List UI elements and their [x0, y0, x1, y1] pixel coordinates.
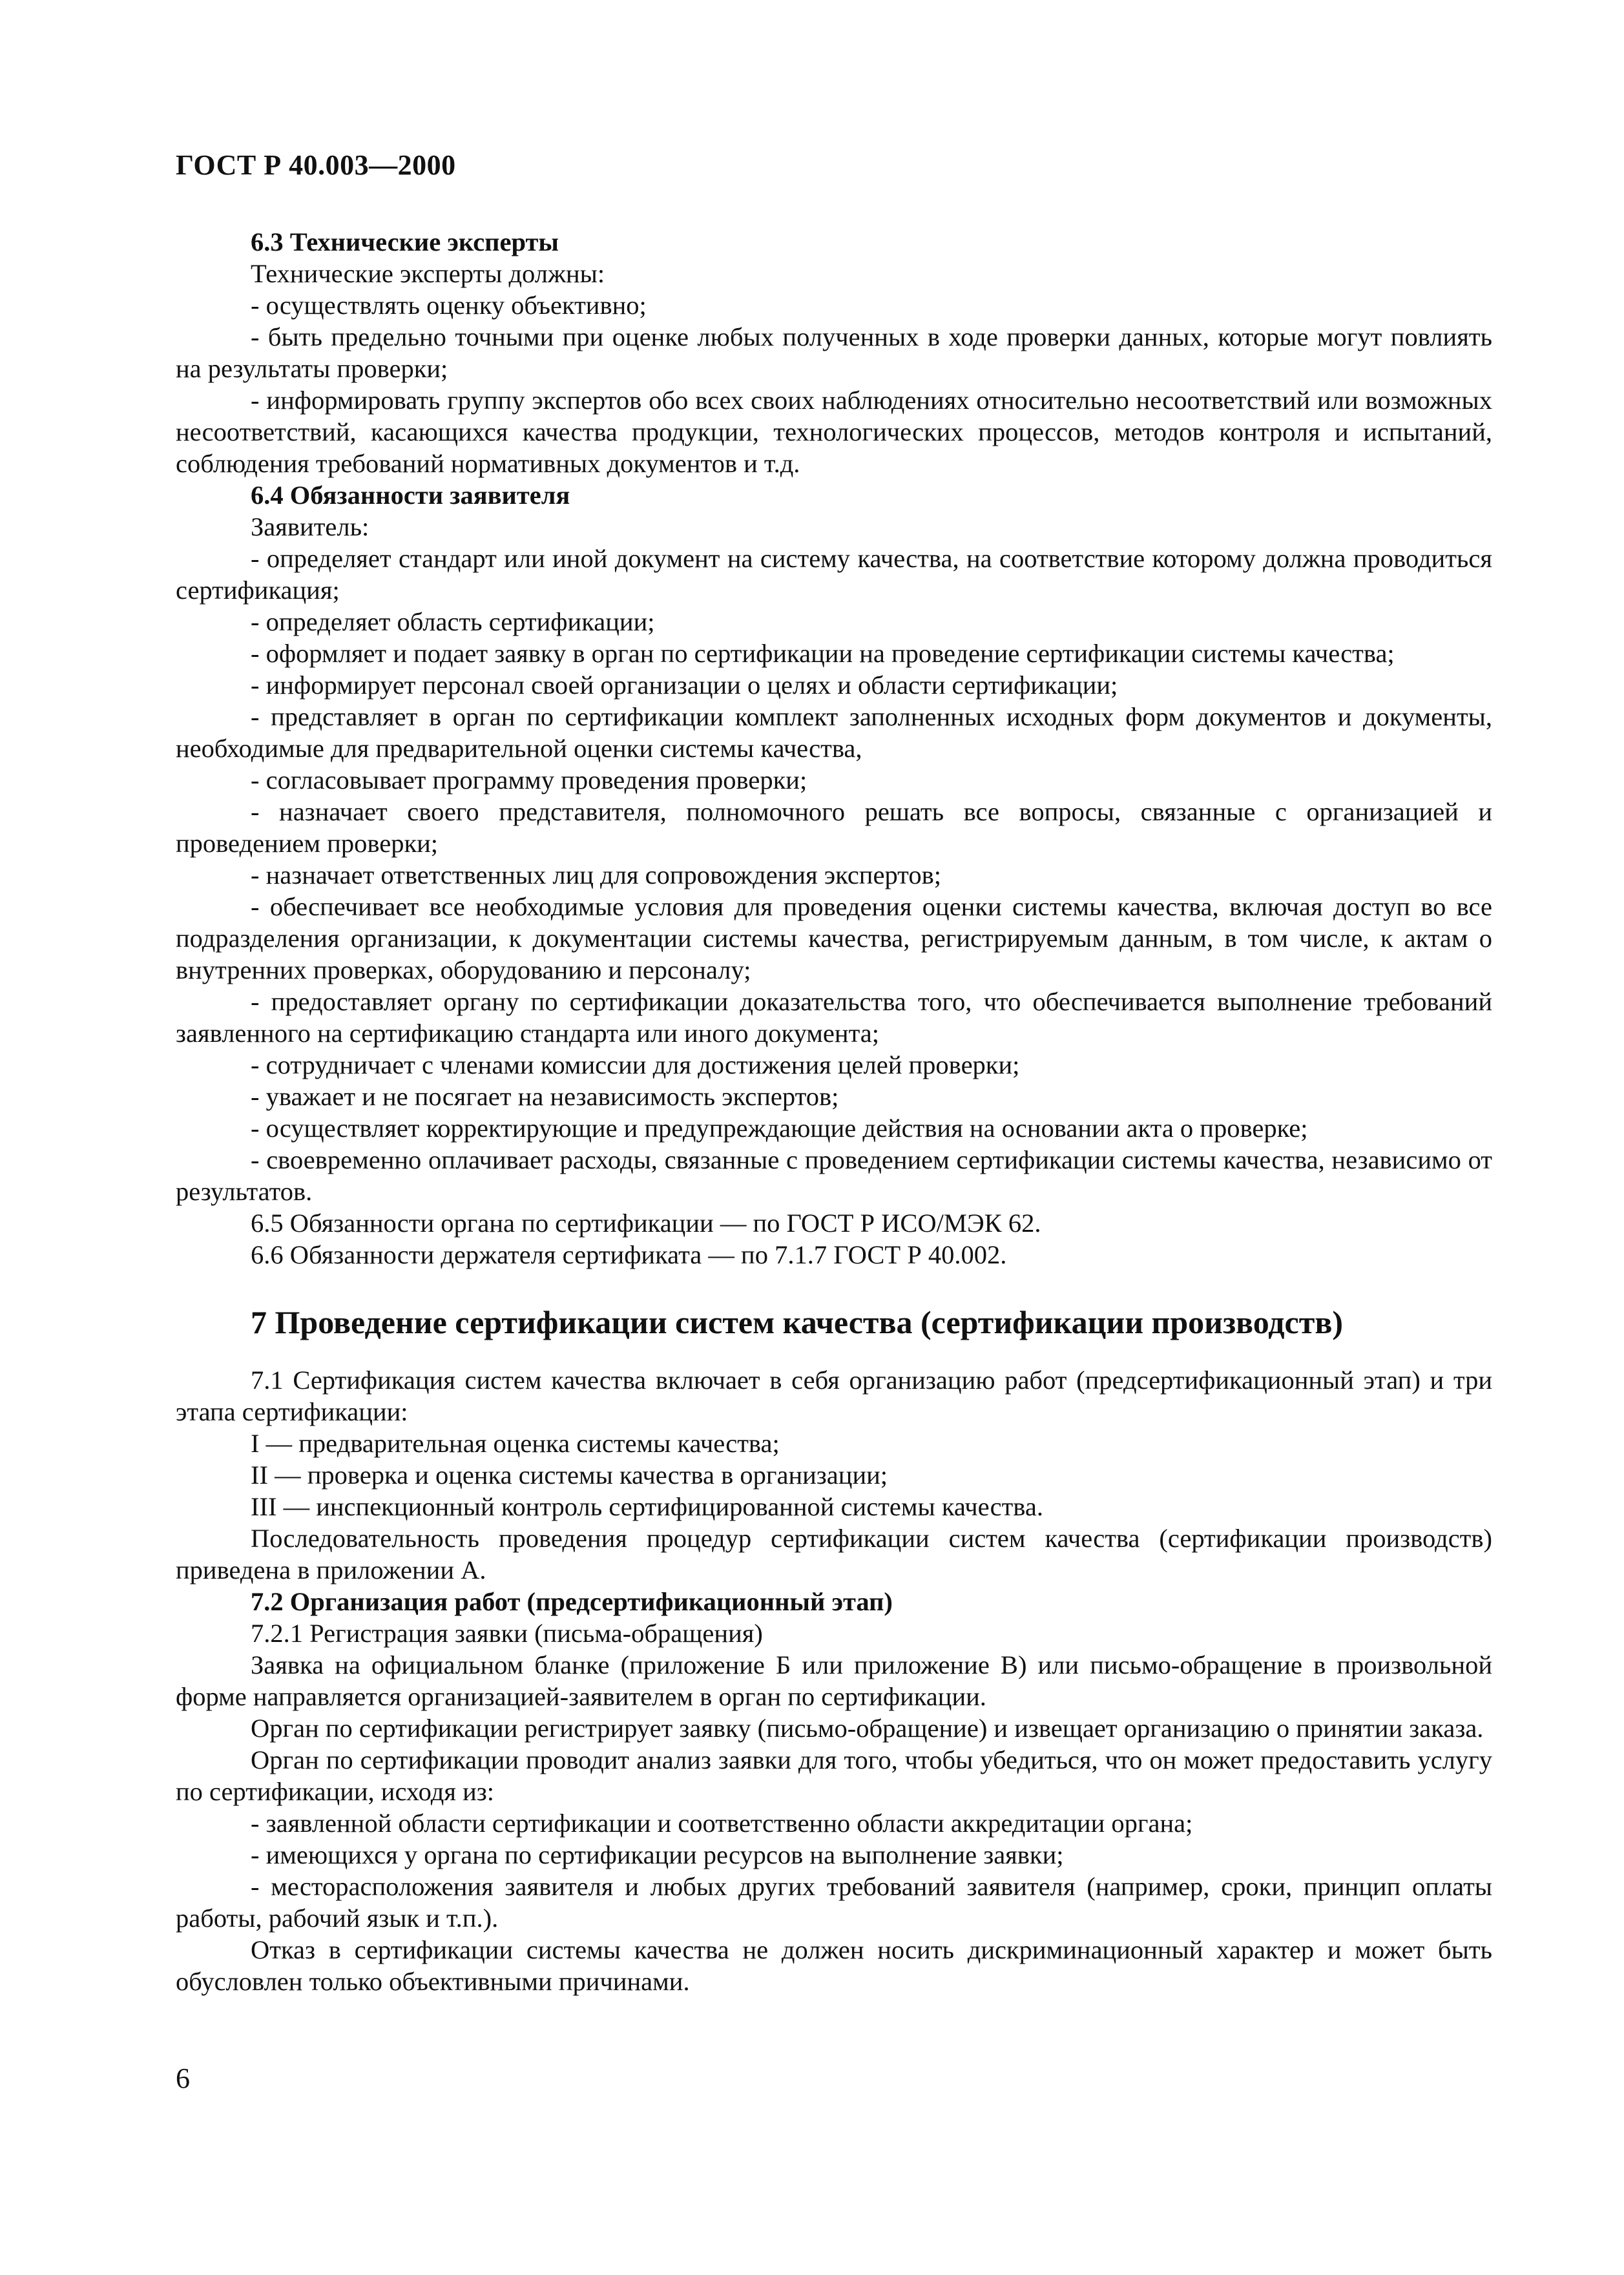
list-item: - сотрудничает с членами комиссии для достижения целей проверки;: [251, 1050, 1020, 1079]
list-item: - быть предельно точными при оценке любых полученных в ходе проверки данных, которые могут повлиять на результаты проверки;: [176, 322, 1492, 383]
section-6-6: 6.6 Обязанности держателя сертификата — по 7.1.7 ГОСТ Р 40.002.: [251, 1240, 1007, 1269]
section-7-heading: 7 Проведение сертификации систем качества (сертификации производств): [251, 1304, 1343, 1340]
paragraph: Орган по сертификации регистрирует заявку (письмо-обращение) и извещает организацию о принятии заказа.: [251, 1714, 1484, 1743]
list-item: - осуществлять оценку объективно;: [251, 291, 647, 320]
list-item: - назначает ответственных лиц для сопровождения экспертов;: [251, 860, 941, 889]
list-item: - предоставляет органу по сертификации доказательства того, что обеспечивается выполнение требований заявленного на сертификацию стандарта или иного документа;: [176, 987, 1492, 1048]
section-6-4-intro: Заявитель:: [251, 512, 370, 541]
section-6-3-intro: Технические эксперты должны:: [251, 259, 605, 288]
stage-item: III — инспекционный контроль сертифицированной системы качества.: [251, 1492, 1043, 1521]
section-7-1: 7.1 Сертификация систем качества включает в себя организацию работ (предсертификационный этап) и три этапа сертификации:: [176, 1366, 1492, 1426]
section-7-sequence: Последовательность проведения процедур сертификации систем качества (сертификации производств) приведена в приложении А.: [176, 1524, 1492, 1584]
section-6-5: 6.5 Обязанности органа по сертификации — по ГОСТ Р ИСО/МЭК 62.: [251, 1209, 1041, 1238]
list-item: - информировать группу экспертов обо всех своих наблюдениях относительно несоответствий или возможных несоответствий, касающихся качества продукции, технологических процессов, методов контроля и испытаний, соблюдения требований нормативных документов и т.д.: [176, 386, 1492, 478]
list-item: - уважает и не посягает на независимость экспертов;: [251, 1082, 839, 1111]
list-item: - согласовывает программу проведения проверки;: [251, 765, 807, 795]
list-item: - информирует персонал своей организации о целях и области сертификации;: [251, 670, 1118, 700]
list-item: - своевременно оплачивает расходы, связанные с проведением сертификации системы качества, независимо от результатов.: [176, 1145, 1492, 1206]
section-7-2-title: 7.2 Организация работ (предсертификационный этап): [251, 1587, 893, 1616]
list-item: - заявленной области сертификации и соответственно области аккредитации органа;: [251, 1809, 1193, 1838]
section-7-2-1: 7.2.1 Регистрация заявки (письма-обращения): [251, 1619, 763, 1648]
list-item: - представляет в орган по сертификации комплект заполненных исходных форм документов и документы, необходимые для предварительной оценки системы качества,: [176, 702, 1492, 763]
list-item: - определяет область сертификации;: [251, 607, 655, 636]
list-item: - имеющихся у органа по сертификации ресурсов на выполнение заявки;: [251, 1840, 1064, 1869]
page-number: 6: [176, 2062, 190, 2094]
paragraph: Отказ в сертификации системы качества не должен носить дискриминационный характер и может быть обусловлен только объективными причинами.: [176, 1935, 1492, 1996]
list-item: - осуществляет корректирующие и предупреждающие действия на основании акта о проверке;: [251, 1114, 1308, 1143]
list-item: - месторасположения заявителя и любых других требований заявителя (например, сроки, принцип оплаты работы, рабочий язык и т.п.).: [176, 1872, 1492, 1933]
section-6-3-title: 6.3 Технические эксперты: [251, 227, 559, 256]
paragraph: Заявка на официальном бланке (приложение Б или приложение В) или письмо-обращение в произвольной форме направляется организацией-заявителем в орган по сертификации.: [176, 1650, 1492, 1711]
list-item: - определяет стандарт или иной документ на систему качества, на соответствие которому должна проводиться сертификация;: [176, 544, 1492, 605]
document-body: [176, 226, 1492, 1997]
stage-item: I — предварительная оценка системы качества;: [251, 1429, 780, 1458]
list-item: - назначает своего представителя, полномочного решать все вопросы, связанные с организацией и проведением проверки;: [176, 797, 1492, 858]
section-6-4-title: 6.4 Обязанности заявителя: [251, 481, 570, 510]
paragraph: Орган по сертификации проводит анализ заявки для того, чтобы убедиться, что он может предоставить услугу по сертификации, исходя из:: [176, 1745, 1492, 1806]
document-code-header: ГОСТ Р 40.003—2000: [176, 149, 456, 181]
list-item: - обеспечивает все необходимые условия для проведения оценки системы качества, включая доступ во все подразделения организации, к документации системы качества, регистрируемым данным, в том числе, к актам о внутренних проверках, оборудованию и персоналу;: [176, 892, 1492, 984]
list-item: - оформляет и подает заявку в орган по сертификации на проведение сертификации системы качества;: [251, 639, 1395, 668]
stage-item: II — проверка и оценка системы качества в организации;: [251, 1460, 888, 1490]
